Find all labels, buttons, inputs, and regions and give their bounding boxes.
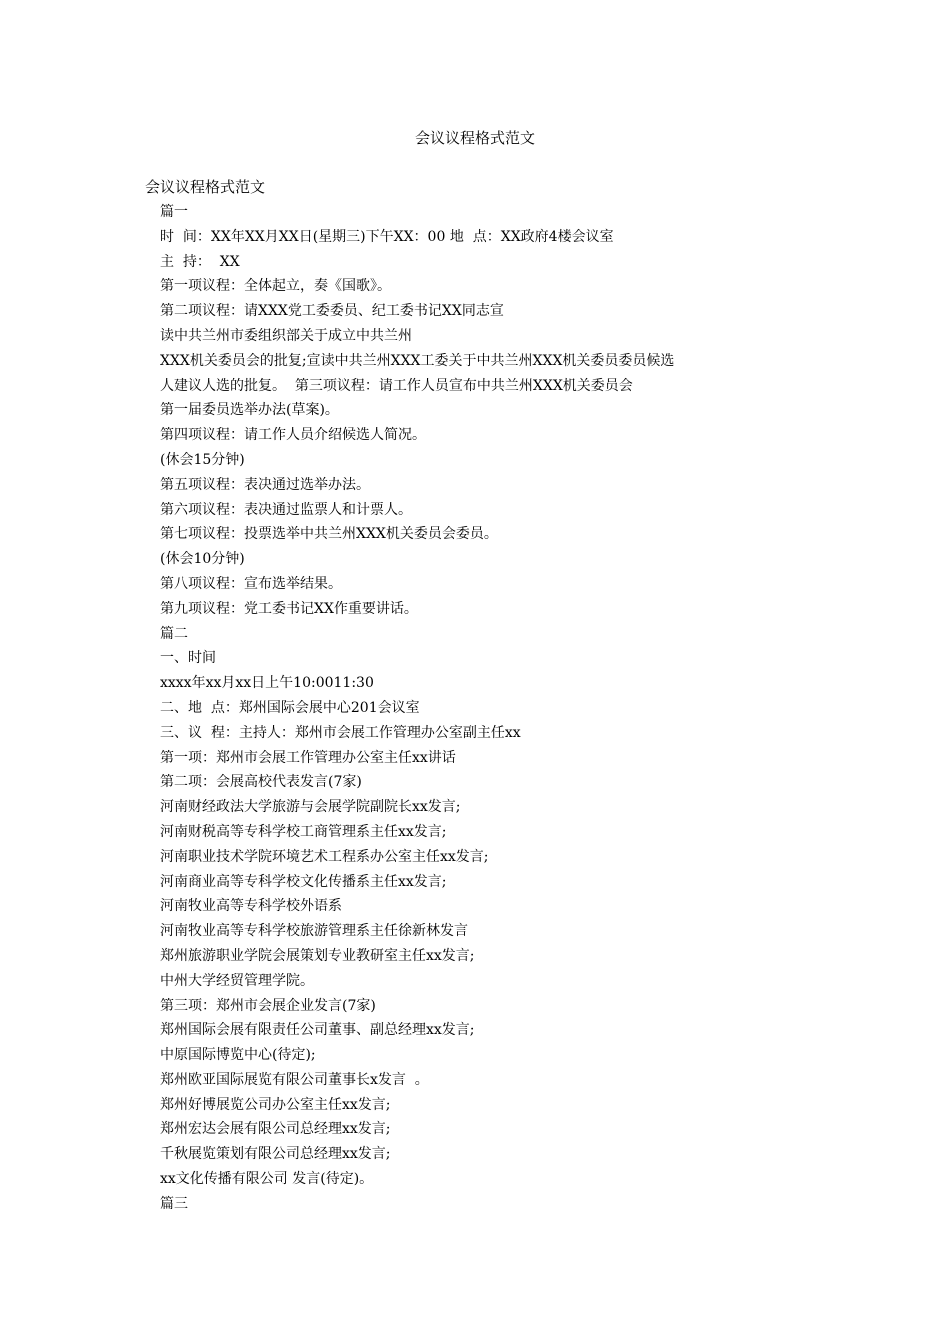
body-line: 中原国际博览中心(待定); (160, 1047, 316, 1064)
document-body (160, 202, 800, 1219)
body-line: 二、地 点：郑州国际会展中心201会议室 (160, 699, 420, 716)
body-line: 篇二 (160, 625, 188, 642)
body-line: 第二项：会展高校代表发言(7家) (160, 774, 362, 791)
body-line: 人建议人选的批复。 第三项议程：请工作人员宣布中共兰州XXX机关委员会 (160, 377, 633, 394)
body-line: 读中共兰州市委组织部关于成立中共兰州 (160, 327, 412, 344)
body-line: 中州大学经贸管理学院。 (160, 972, 314, 989)
document-subtitle: 会议议程格式范文 (145, 178, 266, 196)
body-line: 第一项议程：全体起立，奏《国歌》。 (160, 278, 391, 295)
body-line: 郑州宏达会展有限公司总经理xx发言; (160, 1121, 391, 1138)
body-line: 第四项议程：请工作人员介绍候选人简况。 (160, 427, 426, 444)
body-line: 河南牧业高等专科学校外语系 (160, 898, 342, 915)
body-line: 河南财经政法大学旅游与会展学院副院长xx发言; (160, 799, 461, 816)
body-line: 一、时间 (160, 650, 216, 667)
body-line: 河南职业技术学院环境艺术工程系办公室主任xx发言; (160, 848, 489, 865)
body-line: 第一届委员选举办法(草案)。 (160, 402, 339, 419)
document-title: 会议议程格式范文 (414, 129, 535, 147)
body-line: 郑州欧亚国际展览有限公司董事长x发言 。 (160, 1071, 429, 1088)
body-line: 主 持： XX (160, 253, 240, 270)
body-line: 第九项议程：党工委书记XX作重要讲话。 (160, 600, 418, 617)
body-line: (休会10分钟) (160, 551, 245, 568)
body-line: 郑州旅游职业学院会展策划专业教研室主任xx发言; (160, 947, 475, 964)
body-line: 河南牧业高等专科学校旅游管理系主任徐新林发言 (160, 923, 468, 940)
body-line: 第八项议程：宣布选举结果。 (160, 575, 342, 592)
body-line: 千秋展览策划有限公司总经理xx发言; (160, 1146, 391, 1163)
body-line: (休会15分钟) (160, 451, 245, 468)
body-line: 郑州好博展览公司办公室主任xx发言; (160, 1096, 391, 1113)
body-line: 郑州国际会展有限责任公司董事、副总经理xx发言; (160, 1022, 475, 1039)
body-line: 第三项：郑州市会展企业发言(7家) (160, 997, 376, 1014)
body-line: xxxx年xx月xx日上午10:0011:30 (160, 675, 374, 692)
body-line: 篇一 (160, 204, 188, 220)
body-line: 第五项议程：表决通过选举办法。 (160, 476, 370, 493)
body-line: 河南商业高等专科学校文化传播系主任xx发言; (160, 873, 447, 890)
body-line: 第一项：郑州市会展工作管理办公室主任xx讲话 (160, 749, 456, 766)
body-line: 河南财税高等专科学校工商管理系主任xx发言; (160, 823, 447, 840)
body-line: 篇三 (160, 1195, 188, 1212)
body-line: 第六项议程：表决通过监票人和计票人。 (160, 501, 412, 518)
body-line: XXX机关委员会的批复;宣读中共兰州XXX工委关于中共兰州XXX机关委员委员候选 (160, 352, 675, 369)
body-line: 三、议 程：主持人：郑州市会展工作管理办公室副主任xx (160, 724, 521, 741)
body-line: 时 间：XX年XX月XX日(星期三)下午XX：00 地 点：XX政府4楼会议室 (160, 228, 614, 245)
body-line: xx文化传播有限公司 发言(待定)。 (160, 1171, 374, 1188)
body-line: 第七项议程：投票选举中共兰州XXX机关委员会委员。 (160, 526, 498, 543)
body-line: 第二项议程：请XXX党工委委员、纪工委书记XX同志宣 (160, 303, 504, 320)
